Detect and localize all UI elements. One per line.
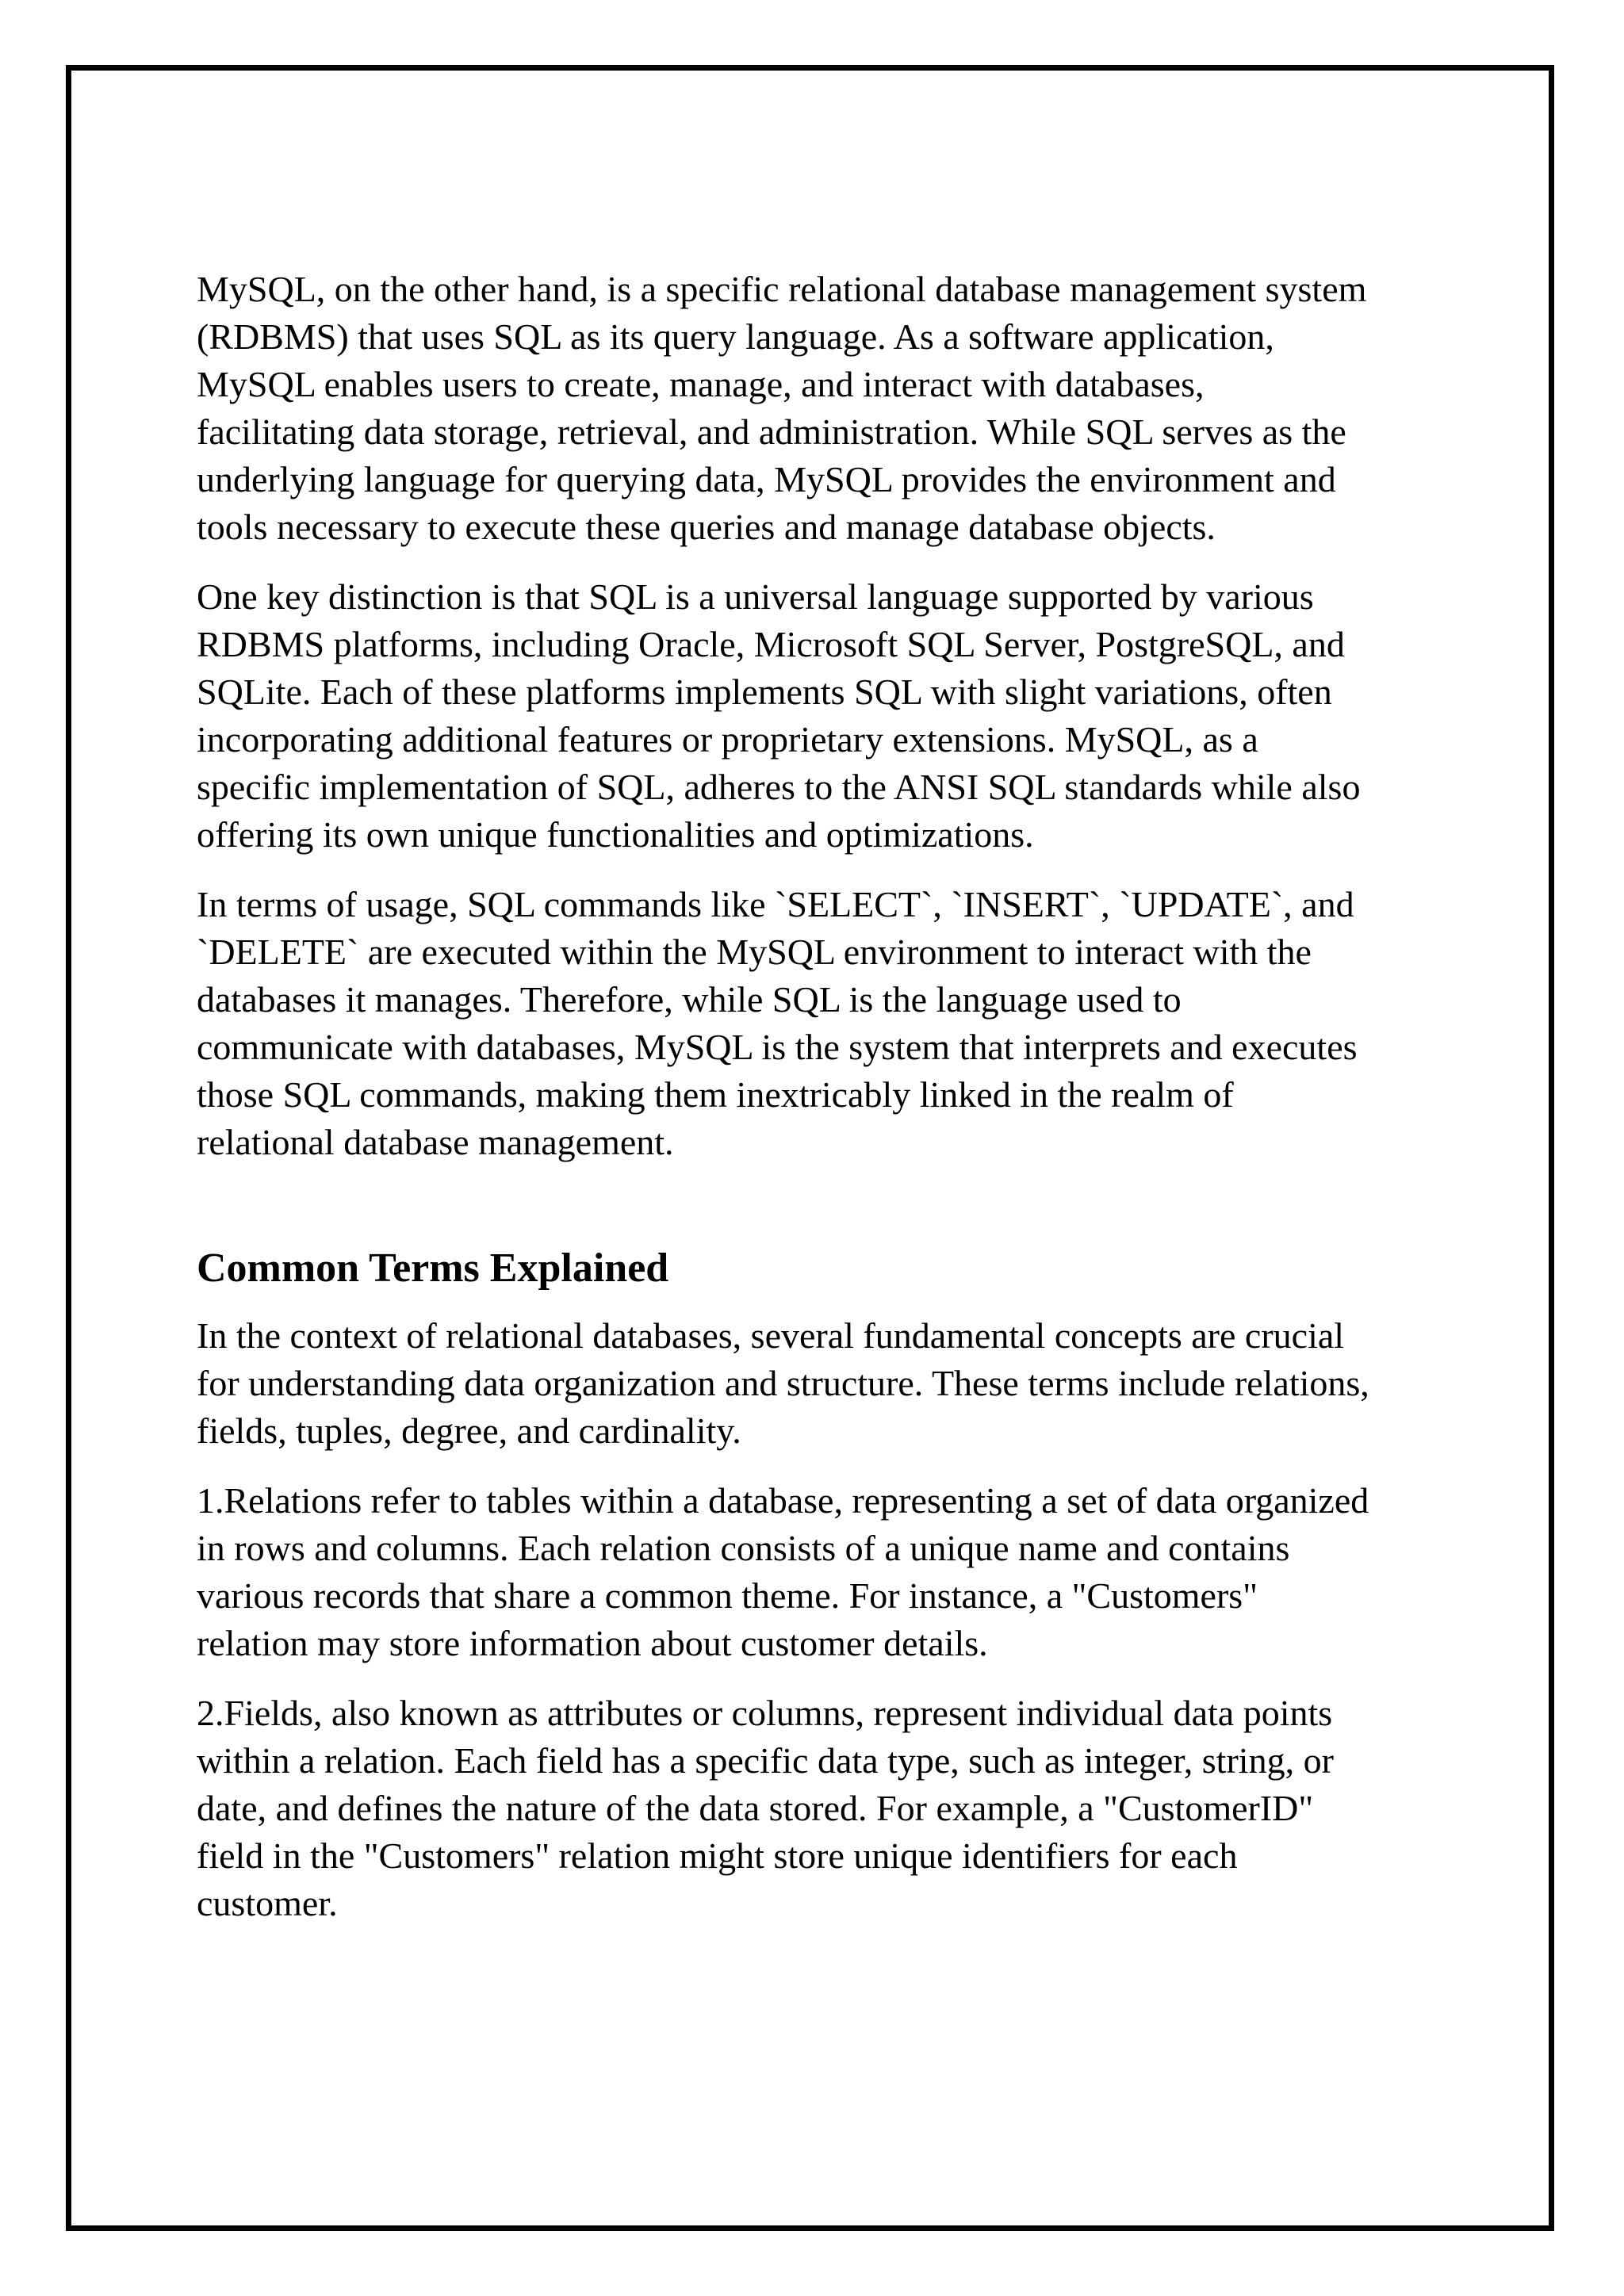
section-heading: Common Terms Explained <box>197 1246 669 1291</box>
paragraph-sql-distinction: One key distinction is that SQL is a universal language supported by various RDBMS platforms, including Oracle, Microsoft SQL Server, PostgreSQL, and SQLite. Each of these platforms implements SQL with slight variations, often incorporating additional features or proprietary extensions. MySQL, as a specific implementation of SQL, adheres to the ANSI SQL standards while also offering its own unique functionalities and optimizations. <box>197 576 1361 855</box>
paragraph-relations: 1.Relations refer to tables within a database, representing a set of data organized in rows and columns. Each relation consists of a unique name and contains various records that share a common theme. For instance, a "Customers" relation may store information about customer details. <box>197 1480 1369 1663</box>
paragraph-fields: 2.Fields, also known as attributes or columns, represent individual data points within a relation. Each field has a specific data type, such as integer, string, or date, and defines the nature of the data stored. For example, a "CustomerID" field in the "Customers" relation might store unique identifiers for each customer. <box>197 1693 1334 1923</box>
document-body <box>197 266 1442 1950</box>
paragraph-mysql-definition: MySQL, on the other hand, is a specific relational database management system (RDBMS) that uses SQL as its query language. As a software application, MySQL enables users to create, manage, and interact with databases, facilitating data storage, retrieval, and administration. While SQL serves as the underlying language for querying data, MySQL provides the environment and tools necessary to execute these queries and manage database objects. <box>197 269 1367 547</box>
paragraph-terms-intro: In the context of relational databases, several fundamental concepts are crucial for understanding data organization and structure. These terms include relations, fields, tuples, degree, and cardinality. <box>197 1315 1369 1451</box>
paragraph-sql-usage: In terms of usage, SQL commands like `SELECT`, `INSERT`, `UPDATE`, and `DELETE` are executed within the MySQL environment to interact with the databases it manages. Therefore, while SQL is the language used to communicate with databases, MySQL is the system that interprets and executes those SQL commands, making them inextricably linked in the realm of relational database management. <box>197 884 1358 1162</box>
